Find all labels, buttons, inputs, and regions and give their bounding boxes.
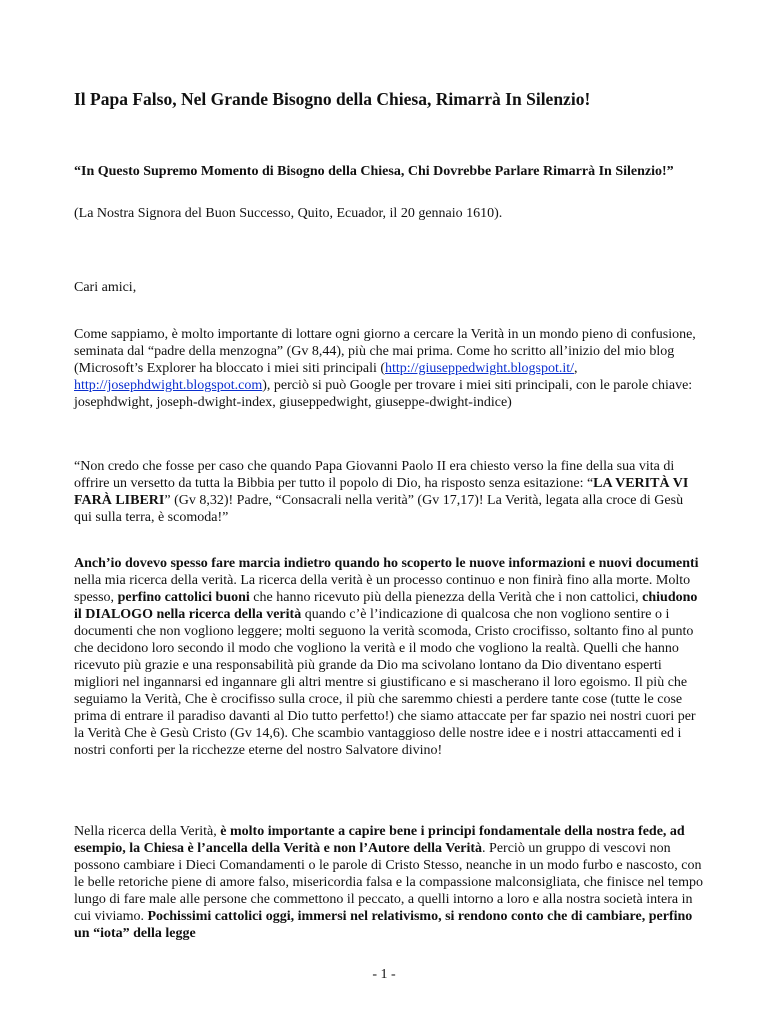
paragraph-3 (74, 555, 704, 759)
greeting: Cari amici, (74, 280, 137, 295)
opening-quote: “In Questo Supremo Momento di Bisogno della Chiesa, Chi Dovrebbe Parlare Rimarrà In Silenzio!” (74, 164, 674, 179)
paragraph-1-text-a: Come sappiamo, è molto importante di lottare ogni giorno a cercare la Verità in un mondo pieno di confusione, seminata dal “padre della menzogna” (Gv 8,44), più che mai prima. Come ho scritto all’inizio del mio blog (Microsoft’s Explorer ha bloccato i miei siti principali ( (74, 327, 696, 376)
paragraph-3-bold-b: perfino cattolici buoni (117, 590, 250, 605)
paragraph-2 (74, 458, 704, 526)
page-number: - 1 - (372, 967, 396, 982)
paragraph-3-bold-a: Anch’io dovevo spesso fare marcia indietro quando ho scoperto le nuove informazioni e nuovi documenti (74, 556, 699, 571)
paragraph-1-text-b: ), perciò si può Google per trovare i miei siti principali, con le parole chiave: josephdwight, joseph-dwight-index, giuseppedwight, giuseppe-dwight-indice) (74, 378, 693, 410)
paragraph-2-text-a: “Non credo che fosse per caso che quando Papa Giovanni Paolo II era chiesto verso la fine della sua vita di offrire un versetto da tutta la Bibbia per tutto il popolo di Dio, ha risposto senza esitazione: “ (74, 459, 675, 491)
paragraph-3-bold-c: chiudono il DIALOGO nella ricerca della verità (74, 590, 698, 622)
paragraph-4-text-b: . Perciò un gruppo di vescovi non possono cambiare i Dieci Comandamenti o le parole di Cristo Stesso, neanche in un modo furbo e nascosto, con le belle retoriche piene di amore falso, misericordia falsa e la compassione malconsigliata, che finisce nel tempo lungo di fare male alle persone che commettono il peccato, a quelli intorno a loro e alla nostra società intera in cui viviamo. (74, 841, 703, 924)
paragraph-1 (74, 326, 704, 411)
paragraph-2-bold-a: LA VERITÀ VI FARÀ LIBERI (74, 476, 689, 508)
paragraph-3-text-b: che hanno ricevuto più della pienezza della Verità che i non cattolici, (249, 590, 643, 605)
paragraph-3-text-c: quando c’è l’indicazione di qualcosa che non vogliono sentire o i documenti che non vogliono leggere; molti seguono la verità scomoda, Cristo crocifisso, soltanto fino al punto che decidono loro secondo il modo che vogliono la verità e il modo che vogliono la realtà. Quelli che hanno ricevuto più grazie e una responsabilità più grande da Dio ma scivolano lontano da Dio diventano esperti migliori nel ingannarsi ed ingannare gli altri mentre si giustificano e si mascherano il loro egoismo. Il più che seguiamo la Verità, Che è crocifisso sulla croce, il più che saremmo chiesti a perdere tante cose (tutte le cose prima di entrare il paradiso davanti al Dio tutto perfetto!) che siamo attaccate per far spazio nei nostri cuori per la Verità Che è Gesù Cristo (Gv 14,6). Che scambio vantaggioso delle nostre idee e i nostri attaccamenti ed i nostri conforti per la ricchezze eterne del nostro Salvatore divino! (74, 607, 696, 758)
document-title: Il Papa Falso, Nel Grande Bisogno della Chiesa, Rimarrà In Silenzio! (74, 89, 591, 109)
paragraph-2-text-b: ” (Gv 8,32)! Padre, “Consacrali nella verità” (Gv 17,17)! La Verità, legata alla croce di Gesù qui sulla terra, è scomoda!” (74, 493, 684, 525)
paragraph-4-text-a: Nella ricerca della Verità, (74, 824, 221, 839)
blog-link-giuseppedwight[interactable]: http://giuseppedwight.blogspot.it/ (385, 361, 575, 376)
blog-link-josephdwight[interactable]: http://josephdwight.blogspot.com (74, 378, 263, 393)
quote-attribution: (La Nostra Signora del Buon Successo, Quito, Ecuador, il 20 gennaio 1610). (74, 206, 503, 221)
paragraph-4-bold-b: Pochissimi cattolici oggi, immersi nel relativismo, si rendono conto che di cambiare, perfino un “iota” della legge (74, 909, 693, 941)
paragraph-4-bold-a: è molto importante a capire bene i principi fondamentale della nostra fede, ad esempio, la Chiesa è l’ancella della Verità e non l’Autore della Verità (74, 824, 685, 856)
paragraph-4 (74, 823, 704, 942)
link-separator: , (574, 361, 578, 376)
paragraph-3-text-a: nella mia ricerca della verità. La ricerca della verità è un processo continuo e non finirà fino alla morte. Molto spesso, (74, 573, 691, 605)
